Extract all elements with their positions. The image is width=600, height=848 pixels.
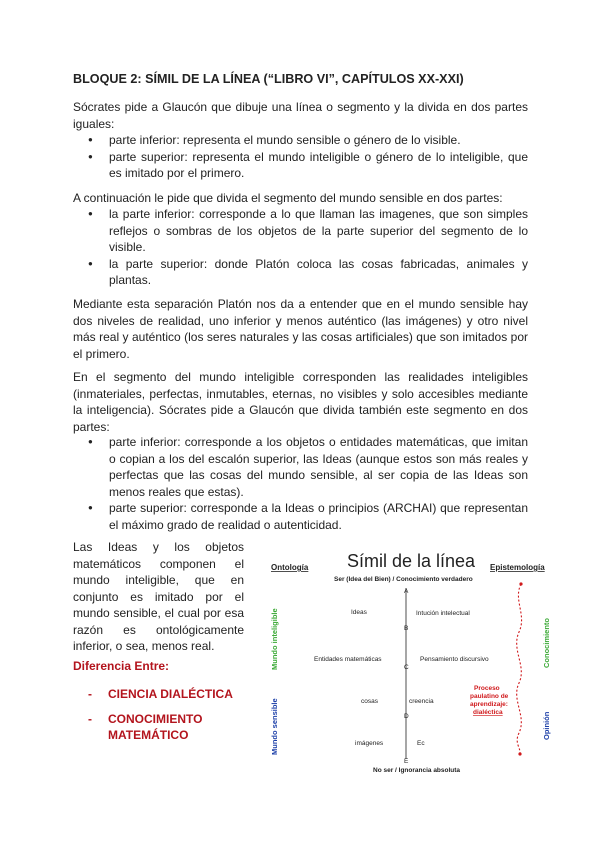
simil-linea-diagram [265, 540, 555, 780]
differences-list [88, 686, 258, 752]
section-title: BLOQUE 2: SÍMIL DE LA LÍNEA (“LIBRO VI”, CAPÍTULOS XX-XXI) [73, 72, 464, 86]
bullet-list-segments [88, 132, 528, 182]
intuicion-label: Intución intelectual [416, 610, 470, 617]
list-item: ● parte superior: representa el mundo inteligible o género de lo inteligible, que es imitado por el primero. [88, 149, 528, 182]
list-item: ● parte inferior: corresponde a los objetos o entidades matemáticas, que imitan o copian a los del escalón superior, las Ideas (aunque estos son más reales y perfectas que las cosas del mundo sensible, al ser copia de las Ideas son menos reales que estas). [88, 434, 528, 500]
path-end-dot [518, 752, 521, 755]
top-caption: Ser (Idea del Bien) / Conocimiento verdadero [334, 576, 473, 583]
point-a: A [404, 588, 409, 595]
bullet-list-sensible [88, 206, 528, 289]
imagenes-label: imágenes [355, 740, 384, 747]
proceso-line-2: paulatino de [470, 693, 509, 700]
paragraph-intelligible: En el segmento del mundo inteligible corresponden las realidades inteligibles (inmateriales, perfectas, inmutables, eternas, no visibles y solo accesibles mediante la inteligencia). Sócrates pide a Glaucón que divida también este segmento en dos partes: [73, 370, 528, 434]
path-start-dot [519, 582, 522, 585]
bottom-caption: No ser / Ignorancia absoluta [373, 767, 461, 774]
proceso-line-3: aprendizaje: [470, 701, 508, 708]
paragraph-levels: Mediante esta separación Platón nos da a entender que en el mundo sensible hay dos niveles de realidad, uno inferior y menos auténtico (las imágenes) y otro nivel más real y auténtico (los seres naturales y las cosas artificiales) que son imitados por el primero. [73, 297, 528, 361]
list-item: ● parte inferior: representa el mundo sensible o género de lo visible. [88, 132, 528, 149]
ideas-label: Ideas [351, 609, 367, 616]
list-item: ● la parte inferior: corresponde a lo que llaman las imagenes, que son simples reflejos o sombras de los objetos de la parte superior del segmento de lo visible. [88, 206, 528, 256]
paragraph-intro: Sócrates pide a Glaucón que dibuje una línea o segmento y la divida en dos partes iguales: [73, 100, 528, 131]
differences-heading: Diferencia Entre: [73, 659, 170, 673]
proceso-line-1: Proceso [474, 685, 500, 692]
point-b: B [404, 625, 409, 632]
mundo-inteligible-label: Mundo inteligible [270, 608, 279, 670]
paragraph-sensible-division: A continuación le pide que divida el segmento del mundo sensible en dos partes: [73, 191, 503, 205]
cosas-label: cosas [361, 698, 378, 705]
diagram-title: Símil de la línea [347, 551, 476, 571]
point-c: C [404, 664, 409, 671]
conocimiento-label: Conocimiento [542, 618, 551, 668]
entidades-label: Entidades matemáticas [314, 656, 382, 663]
difference-item: - CONOCIMIENTO MATEMÁTICO [88, 711, 258, 743]
mundo-sensible-label: Mundo sensible [270, 698, 279, 755]
paragraph-conclusion: Las Ideas y los objetos matemáticos componen el mundo inteligible, que en conjunto es imitado por el mundo sensible, el cual por esa razón es ontológicamente inferior, o sea, menos real. [73, 540, 244, 653]
bullet-list-intelligible [88, 434, 528, 533]
ontologia-label: Ontología [271, 563, 309, 572]
pensamiento-label: Pensamiento discursivo [420, 656, 489, 663]
epistemologia-label: Epistemología [490, 563, 545, 572]
dialectic-path [517, 584, 522, 754]
creencia-label: creencia [409, 698, 434, 705]
opinion-label: Opinión [542, 711, 551, 740]
difference-item: - CIENCIA DIALÉCTICA [88, 686, 258, 702]
point-d: D [404, 713, 409, 720]
point-e: E [404, 758, 409, 765]
list-item: ● parte superior: corresponde a la Ideas o principios (ARCHAI) que representan el máximo grado de realidad o autenticidad. [88, 500, 528, 533]
proceso-line-4: dialéctica [473, 709, 503, 716]
eikasia-label: Ec [417, 740, 425, 747]
list-item: ● la parte superior: donde Platón coloca las cosas fabricadas, animales y plantas. [88, 256, 528, 289]
